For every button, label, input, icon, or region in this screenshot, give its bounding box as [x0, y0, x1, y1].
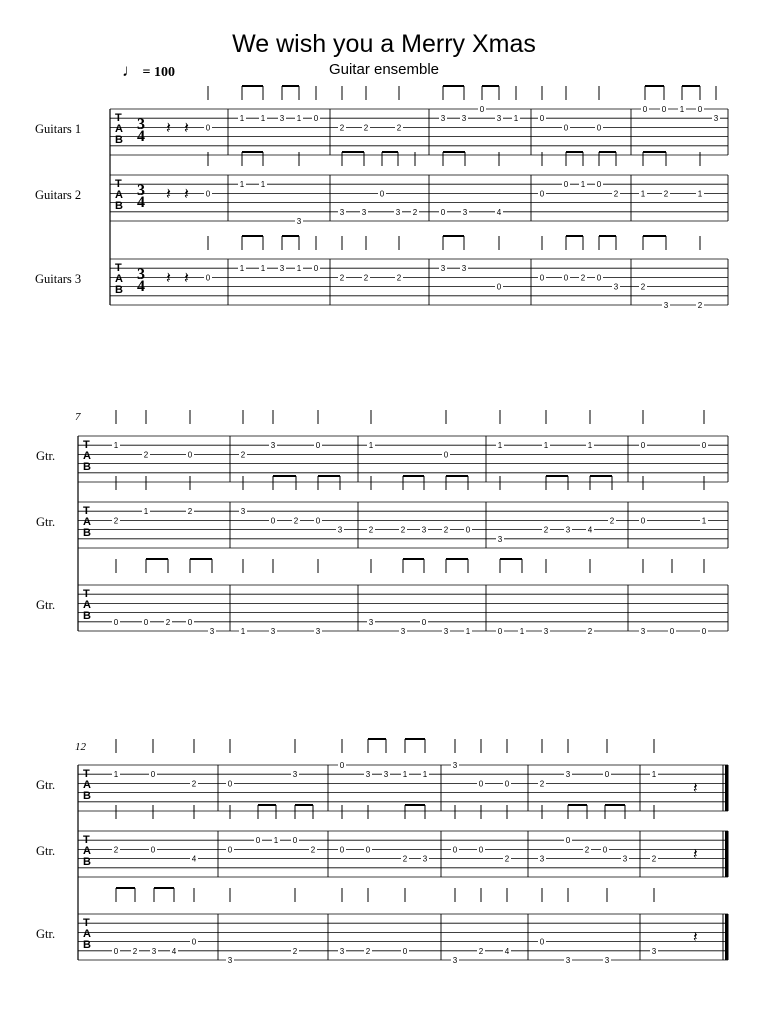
fret-number: 0 [205, 123, 211, 133]
fret-number: 3 [209, 627, 215, 636]
tab-clef-letter: B [83, 790, 91, 802]
tab-clef-letter: B [115, 200, 123, 212]
tab-staff [35, 86, 728, 155]
fret-number: 3 [395, 207, 401, 217]
fret-number: 3 [663, 301, 669, 310]
quarter-rest-icon: 𝄽 [184, 118, 189, 137]
fret-number: 0 [701, 627, 707, 636]
final-barline-thick [725, 831, 729, 877]
tab-clef-letter: A [83, 450, 91, 462]
fret-number: 1 [368, 441, 374, 451]
tab-staff [35, 152, 728, 226]
fret-number: 1 [497, 441, 503, 451]
tab-clef-letter: A [83, 516, 91, 528]
fret-number: 0 [205, 273, 211, 283]
tab-clef-letter: B [83, 939, 91, 951]
fret-number: 1 [697, 189, 703, 199]
tab-clef-letter: B [83, 856, 91, 868]
quarter-rest-icon: 𝄽 [166, 118, 171, 137]
score-subtitle: Guitar ensemble [328, 61, 440, 78]
fret-number: 2 [113, 516, 119, 526]
quarter-note-icon: ♩ [122, 61, 139, 80]
fret-number: 1 [113, 441, 119, 451]
fret-number: 0 [539, 114, 545, 124]
fret-number: 0 [496, 282, 502, 292]
fret-number: 2 [368, 525, 374, 535]
fret-number: 0 [187, 617, 193, 627]
fret-number: 0 [443, 450, 449, 460]
fret-number: 0 [479, 105, 485, 114]
fret-number: 2 [400, 525, 406, 535]
fret-number: 2 [587, 627, 593, 636]
tab-clef-letter: T [115, 112, 122, 124]
fret-number: 3 [539, 854, 545, 864]
tab-clef-letter: T [115, 178, 122, 190]
fret-number: 1 [273, 836, 279, 846]
fret-number: 0 [205, 189, 211, 199]
fret-number: 0 [365, 845, 371, 855]
tab-staff [36, 559, 728, 636]
fret-number: 0 [478, 779, 484, 789]
tab-clef-letter: T [83, 505, 90, 517]
fret-number: 0 [440, 207, 446, 217]
fret-number: 0 [669, 627, 675, 636]
fret-number: 0 [313, 264, 319, 274]
fret-number: 3 [365, 770, 371, 780]
fret-number: 1 [701, 516, 707, 526]
fret-number: 3 [461, 264, 467, 274]
fret-number: 0 [187, 450, 193, 460]
fret-number: 4 [191, 854, 197, 864]
final-barline-thick [725, 914, 729, 960]
fret-number: 0 [640, 441, 646, 451]
fret-number: 3 [496, 114, 502, 124]
fret-number: 0 [113, 617, 119, 627]
measure-number: 7 [75, 411, 81, 423]
fret-number: 0 [563, 273, 569, 283]
fret-number: 3 [240, 507, 246, 517]
tempo-value: = 100 [142, 65, 175, 80]
fret-number: 0 [113, 946, 119, 956]
fret-number: 1 [640, 189, 646, 199]
fret-number: 4 [504, 946, 510, 956]
track-name: Gtr. [36, 515, 56, 529]
time-signature-bottom: 4 [137, 194, 145, 211]
fret-number: 0 [539, 273, 545, 283]
track-name: Gtr. [36, 778, 56, 792]
fret-number: 0 [602, 845, 608, 855]
quarter-rest-icon: 𝄽 [693, 928, 698, 946]
fret-number: 1 [513, 114, 519, 124]
fret-number: 2 [187, 507, 193, 517]
fret-number: 3 [565, 525, 571, 535]
measure-number: 12 [75, 741, 86, 753]
fret-number: 3 [604, 956, 610, 965]
track-name: Gtr. [36, 449, 56, 463]
fret-number: 1 [519, 627, 525, 636]
fret-number: 3 [443, 627, 449, 636]
fret-number: 3 [565, 956, 571, 965]
tab-clef-letter: T [83, 768, 90, 780]
time-signature-top: 3 [137, 266, 145, 283]
tab-system [35, 86, 728, 310]
quarter-rest-icon: 𝄽 [693, 845, 698, 863]
fret-number: 0 [150, 845, 156, 855]
time-signature-bottom: 4 [137, 128, 145, 145]
fret-number: 3 [400, 627, 406, 636]
fret-number: 2 [443, 525, 449, 535]
tab-clef-letter: A [83, 928, 91, 940]
tab-clef-letter: T [83, 439, 90, 451]
quarter-rest-icon: 𝄽 [184, 184, 189, 203]
track-name: Guitars 1 [35, 122, 82, 136]
fret-number: 3 [151, 946, 157, 956]
fret-number: 1 [143, 507, 149, 517]
fret-number: 3 [422, 854, 428, 864]
fret-number: 0 [292, 836, 298, 846]
fret-number: 3 [713, 114, 719, 124]
fret-number: 0 [452, 845, 458, 855]
fret-number: 2 [191, 779, 197, 789]
fret-number: 1 [679, 105, 685, 114]
fret-number: 1 [260, 114, 266, 124]
fret-number: 2 [580, 273, 586, 283]
fret-number: 2 [143, 450, 149, 460]
fret-number: 1 [113, 770, 119, 780]
fret-number: 2 [396, 273, 402, 283]
fret-number: 2 [640, 282, 646, 292]
fret-number: 3 [440, 114, 446, 124]
fret-number: 0 [661, 105, 667, 114]
fret-number: 3 [565, 770, 571, 780]
fret-number: 2 [292, 946, 298, 956]
fret-number: 1 [296, 264, 302, 274]
tab-clef-letter: B [115, 284, 123, 296]
fret-number: 3 [279, 264, 285, 274]
fret-number: 3 [497, 534, 503, 544]
fret-number: 0 [539, 189, 545, 199]
fret-number: 2 [478, 946, 484, 956]
fret-number: 2 [651, 854, 657, 864]
tab-clef-letter: T [83, 917, 90, 929]
fret-number: 3 [315, 627, 321, 636]
tab-clef-letter: A [83, 599, 91, 611]
fret-number: 2 [339, 123, 345, 133]
fret-number: 2 [165, 617, 171, 627]
fret-number: 3 [651, 946, 657, 956]
fret-number: 3 [452, 761, 458, 770]
fret-number: 0 [143, 617, 149, 627]
tab-clef-letter: A [83, 779, 91, 791]
fret-number: 2 [402, 854, 408, 864]
track-name: Gtr. [36, 844, 56, 858]
fret-number: 1 [580, 180, 586, 190]
fret-number: 0 [421, 617, 427, 627]
fret-number: 3 [613, 282, 619, 292]
fret-number: 1 [296, 114, 302, 124]
fret-number: 3 [461, 114, 467, 124]
fret-number: 0 [478, 845, 484, 855]
fret-number: 2 [365, 946, 371, 956]
tab-clef-letter: T [115, 262, 122, 274]
fret-number: 1 [240, 627, 246, 636]
fret-number: 0 [313, 114, 319, 124]
fret-number: 3 [339, 207, 345, 217]
fret-number: 3 [296, 217, 302, 226]
fret-number: 0 [465, 525, 471, 535]
fret-number: 0 [539, 937, 545, 947]
fret-number: 0 [604, 770, 610, 780]
fret-number: 4 [171, 946, 177, 956]
fret-number: 2 [543, 525, 549, 535]
fret-number: 2 [132, 946, 138, 956]
fret-number: 0 [227, 845, 233, 855]
fret-number: 0 [191, 937, 197, 947]
final-barline-thick [725, 765, 729, 811]
fret-number: 0 [339, 761, 345, 770]
tab-system [36, 739, 729, 965]
fret-number: 0 [565, 836, 571, 846]
time-signature-top: 3 [137, 116, 145, 133]
fret-number: 1 [402, 770, 408, 780]
fret-number: 1 [239, 180, 245, 190]
fret-number: 1 [239, 114, 245, 124]
fret-number: 3 [292, 770, 298, 780]
fret-number: 1 [260, 264, 266, 274]
fret-number: 0 [227, 779, 233, 789]
fret-number: 3 [543, 627, 549, 636]
fret-number: 3 [337, 525, 343, 535]
fret-number: 2 [396, 123, 402, 133]
track-name: Guitars 3 [35, 272, 82, 286]
fret-number: 1 [465, 627, 471, 636]
fret-number: 4 [587, 525, 593, 535]
fret-number: 3 [339, 946, 345, 956]
fret-number: 0 [497, 627, 503, 636]
tab-clef-letter: B [115, 134, 123, 146]
fret-number: 2 [363, 123, 369, 133]
fret-number: 2 [339, 273, 345, 283]
tab-staff [36, 410, 728, 482]
fret-number: 2 [412, 207, 418, 217]
time-signature-top: 3 [137, 182, 145, 199]
fret-number: 1 [543, 441, 549, 451]
tab-clef-letter: A [115, 273, 123, 285]
fret-number: 0 [339, 845, 345, 855]
fret-number: 0 [150, 770, 156, 780]
fret-number: 2 [363, 273, 369, 283]
tab-clef-letter: A [83, 845, 91, 857]
fret-number: 2 [113, 845, 119, 855]
fret-number: 3 [640, 627, 646, 636]
fret-number: 0 [640, 516, 646, 526]
quarter-rest-icon: 𝄽 [184, 268, 189, 287]
quarter-rest-icon: 𝄽 [166, 184, 171, 203]
fret-number: 3 [440, 264, 446, 274]
tab-clef-letter: B [83, 610, 91, 622]
fret-number: 3 [270, 441, 276, 451]
time-signature-bottom: 4 [137, 278, 145, 295]
fret-number: 3 [368, 617, 374, 627]
fret-number: 0 [563, 180, 569, 190]
fret-number: 4 [496, 207, 502, 217]
quarter-rest-icon: 𝄽 [166, 268, 171, 287]
fret-number: 3 [462, 207, 468, 217]
fret-number: 0 [379, 189, 385, 199]
fret-number: 2 [539, 779, 545, 789]
fret-number: 2 [240, 450, 246, 460]
fret-number: 1 [260, 180, 266, 190]
tab-staff [36, 476, 728, 548]
fret-number: 3 [421, 525, 427, 535]
track-name: Guitars 2 [35, 188, 82, 202]
fret-number: 0 [596, 273, 602, 283]
fret-number: 3 [361, 207, 367, 217]
fret-number: 0 [563, 123, 569, 133]
fret-number: 0 [596, 123, 602, 133]
tab-system [36, 410, 728, 636]
fret-number: 1 [587, 441, 593, 451]
fret-number: 0 [642, 105, 648, 114]
fret-number: 3 [622, 854, 628, 864]
tab-clef-letter: A [115, 189, 123, 201]
fret-number: 0 [315, 441, 321, 451]
tab-clef-letter: A [115, 123, 123, 135]
tab-clef-letter: B [83, 527, 91, 539]
fret-number: 0 [402, 946, 408, 956]
fret-number: 2 [504, 854, 510, 864]
tab-staff [35, 236, 728, 310]
fret-number: 1 [239, 264, 245, 274]
fret-number: 2 [613, 189, 619, 199]
fret-number: 1 [422, 770, 428, 780]
track-name: Gtr. [36, 927, 56, 941]
fret-number: 2 [609, 516, 615, 526]
fret-number: 3 [383, 770, 389, 780]
tab-clef-letter: B [83, 461, 91, 473]
fret-number: 0 [315, 516, 321, 526]
fret-number: 2 [584, 845, 590, 855]
tab-staff [36, 805, 729, 877]
quarter-rest-icon: 𝄽 [693, 779, 698, 797]
tab-staff [36, 739, 729, 811]
fret-number: 2 [663, 189, 669, 199]
fret-number: 3 [279, 114, 285, 124]
fret-number: 1 [651, 770, 657, 780]
fret-number: 3 [452, 956, 458, 965]
fret-number: 0 [255, 836, 261, 846]
fret-number: 0 [701, 441, 707, 451]
tab-staff [36, 888, 729, 965]
fret-number: 0 [270, 516, 276, 526]
tab-clef-letter: T [83, 588, 90, 600]
track-name: Gtr. [36, 598, 56, 612]
fret-number: 2 [293, 516, 299, 526]
fret-number: 3 [227, 956, 233, 965]
score-title: We wish you a Merry Xmas [232, 30, 536, 58]
fret-number: 0 [504, 779, 510, 789]
fret-number: 0 [697, 105, 703, 114]
tab-clef-letter: T [83, 834, 90, 846]
fret-number: 0 [596, 180, 602, 190]
fret-number: 2 [697, 301, 703, 310]
fret-number: 3 [270, 627, 276, 636]
fret-number: 2 [310, 845, 316, 855]
